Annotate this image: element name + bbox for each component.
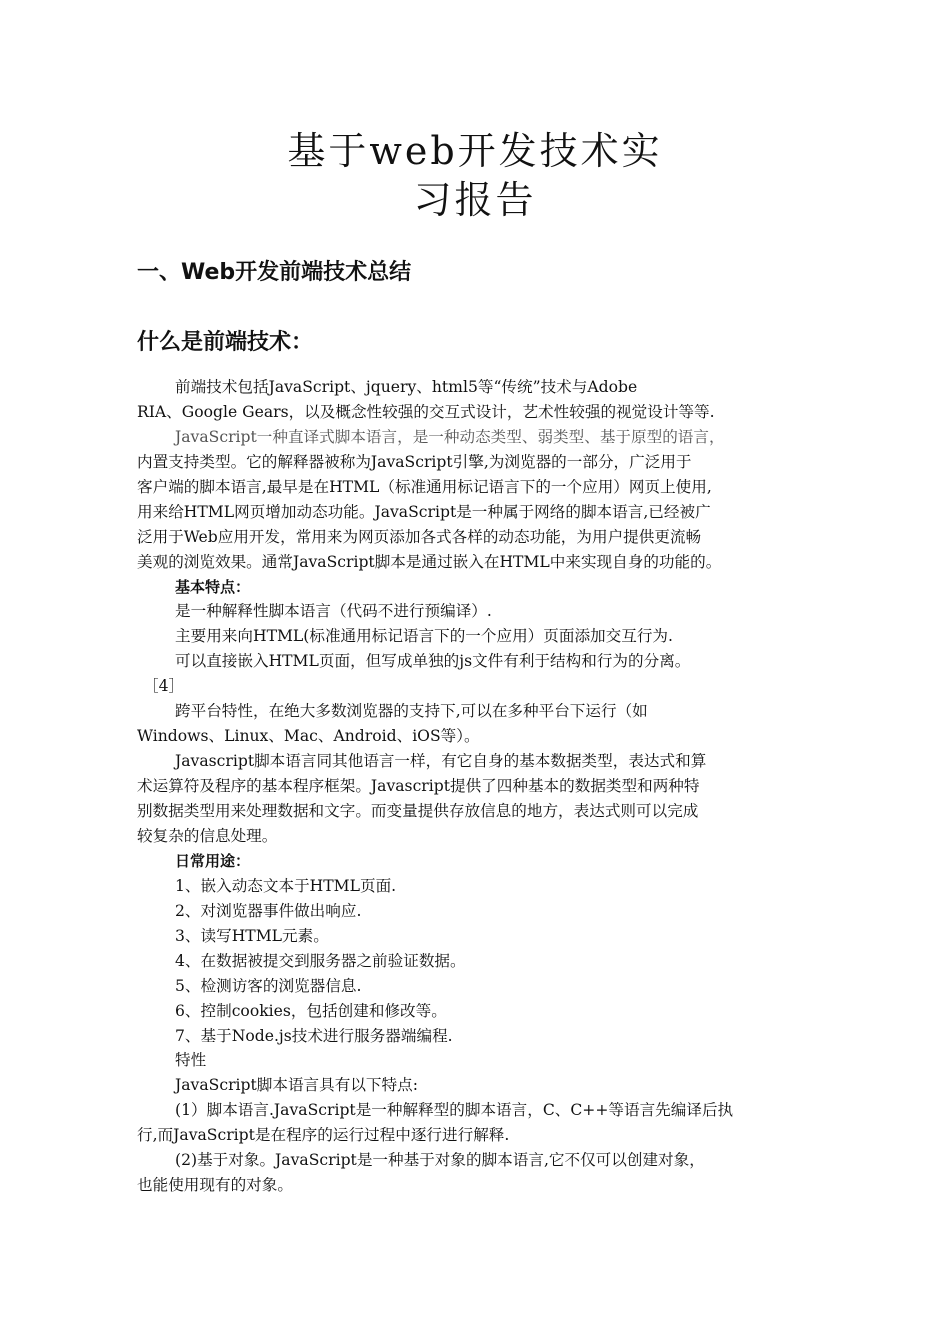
feature-item: 跨平台特性，在绝大多数浏览器的支持下,可以在多种平台下运行（如	[175, 702, 648, 720]
trait-item: 也能使用现有的对象。	[137, 1176, 293, 1194]
feature-item: 是一种解释性脚本语言（代码不进行预编译）.	[175, 602, 492, 620]
paragraph-line: 客户端的脚本语言,最早是在HTML（标准通用标记语言下的一个应用）网页上使用,	[137, 478, 712, 496]
paragraph-line: 内置支持类型。它的解释器被称为JavaScript引擎,为浏览器的一部分，广泛用于	[137, 453, 692, 471]
feature-item: 可以直接嵌入HTML页面，但写成单独的js文件有利于结构和行为的分离。	[175, 652, 691, 670]
use-item: 6、控制cookies，包括创建和修改等。	[175, 1002, 447, 1020]
paragraph-line: JavaScript一种直译式脚本语言，是一种动态类型、弱类型、基于原型的语言，	[175, 428, 725, 446]
section-heading: 一、Web开发前端技术总结	[137, 260, 412, 285]
feature-item: 主要用来向HTML(标准通用标记语言下的一个应用）页面添加交互行为.	[175, 627, 673, 645]
feature-item: Windows、Linux、Mac、Android、iOS等）。	[137, 727, 480, 745]
document-title-line-2: 习报告	[413, 178, 537, 222]
traits-heading: 特性	[175, 1051, 207, 1069]
paragraph-line: 前端技术包括JavaScript、jquery、html5等“传统”技术与Adobe	[175, 378, 638, 396]
paragraph-line: 美观的浏览效果。通常JavaScript脚本是通过嵌入在HTML中来实现自身的功能的。	[137, 553, 722, 571]
paragraph-line: 术运算符及程序的基本程序框架。Javascript提供了四种基本的数据类型和两种特	[137, 777, 700, 795]
paragraph-line: 较复杂的信息处理。	[137, 827, 278, 845]
traits-intro: JavaScript脚本语言具有以下特点:	[175, 1076, 418, 1094]
document-title-line-1: 基于web开发技术实	[287, 129, 663, 173]
paragraph-line: 泛用于Web应用开发，常用来为网页添加各式各样的动态功能，为用户提供更流畅	[137, 528, 702, 546]
trait-item: (1）脚本语言.JavaScript是一种解释型的脚本语言，C、C++等语言先编译后执	[175, 1101, 734, 1119]
use-item: 4、在数据被提交到服务器之前验证数据。	[175, 952, 466, 970]
paragraph-line: Javascript脚本语言同其他语言一样，有它自身的基本数据类型，表达式和算	[175, 752, 707, 770]
features-heading: 基本特点：	[175, 578, 251, 596]
use-item: 1、嵌入动态文本于HTML页面.	[175, 877, 397, 895]
uses-heading: 日常用途：	[175, 852, 251, 870]
paragraph-line: 用来给HTML网页增加动态功能。JavaScript是一种属于网络的脚本语言,已经被广	[137, 503, 711, 521]
reference-marker: ［4］	[143, 677, 185, 695]
subheading-what-is-frontend: 什么是前端技术：	[137, 330, 314, 355]
trait-item: 行,而JavaScript是在程序的运行过程中逐行进行解释.	[137, 1126, 510, 1144]
paragraph-line: RIA、Google Gears，以及概念性较强的交互式设计，艺术性较强的视觉设计等等.	[137, 403, 715, 421]
use-item: 2、对浏览器事件做出响应.	[175, 902, 362, 920]
trait-item: (2)基于对象。JavaScript是一种基于对象的脚本语言,它不仅可以创建对象，	[175, 1151, 705, 1169]
use-item: 5、检测访客的浏览器信息.	[175, 977, 362, 995]
use-item: 7、基于Node.js技术进行服务器端编程.	[175, 1027, 453, 1045]
use-item: 3、读写HTML元素。	[175, 927, 329, 945]
paragraph-line: 别数据类型用来处理数据和文字。而变量提供存放信息的地方，表达式则可以完成	[137, 802, 699, 820]
